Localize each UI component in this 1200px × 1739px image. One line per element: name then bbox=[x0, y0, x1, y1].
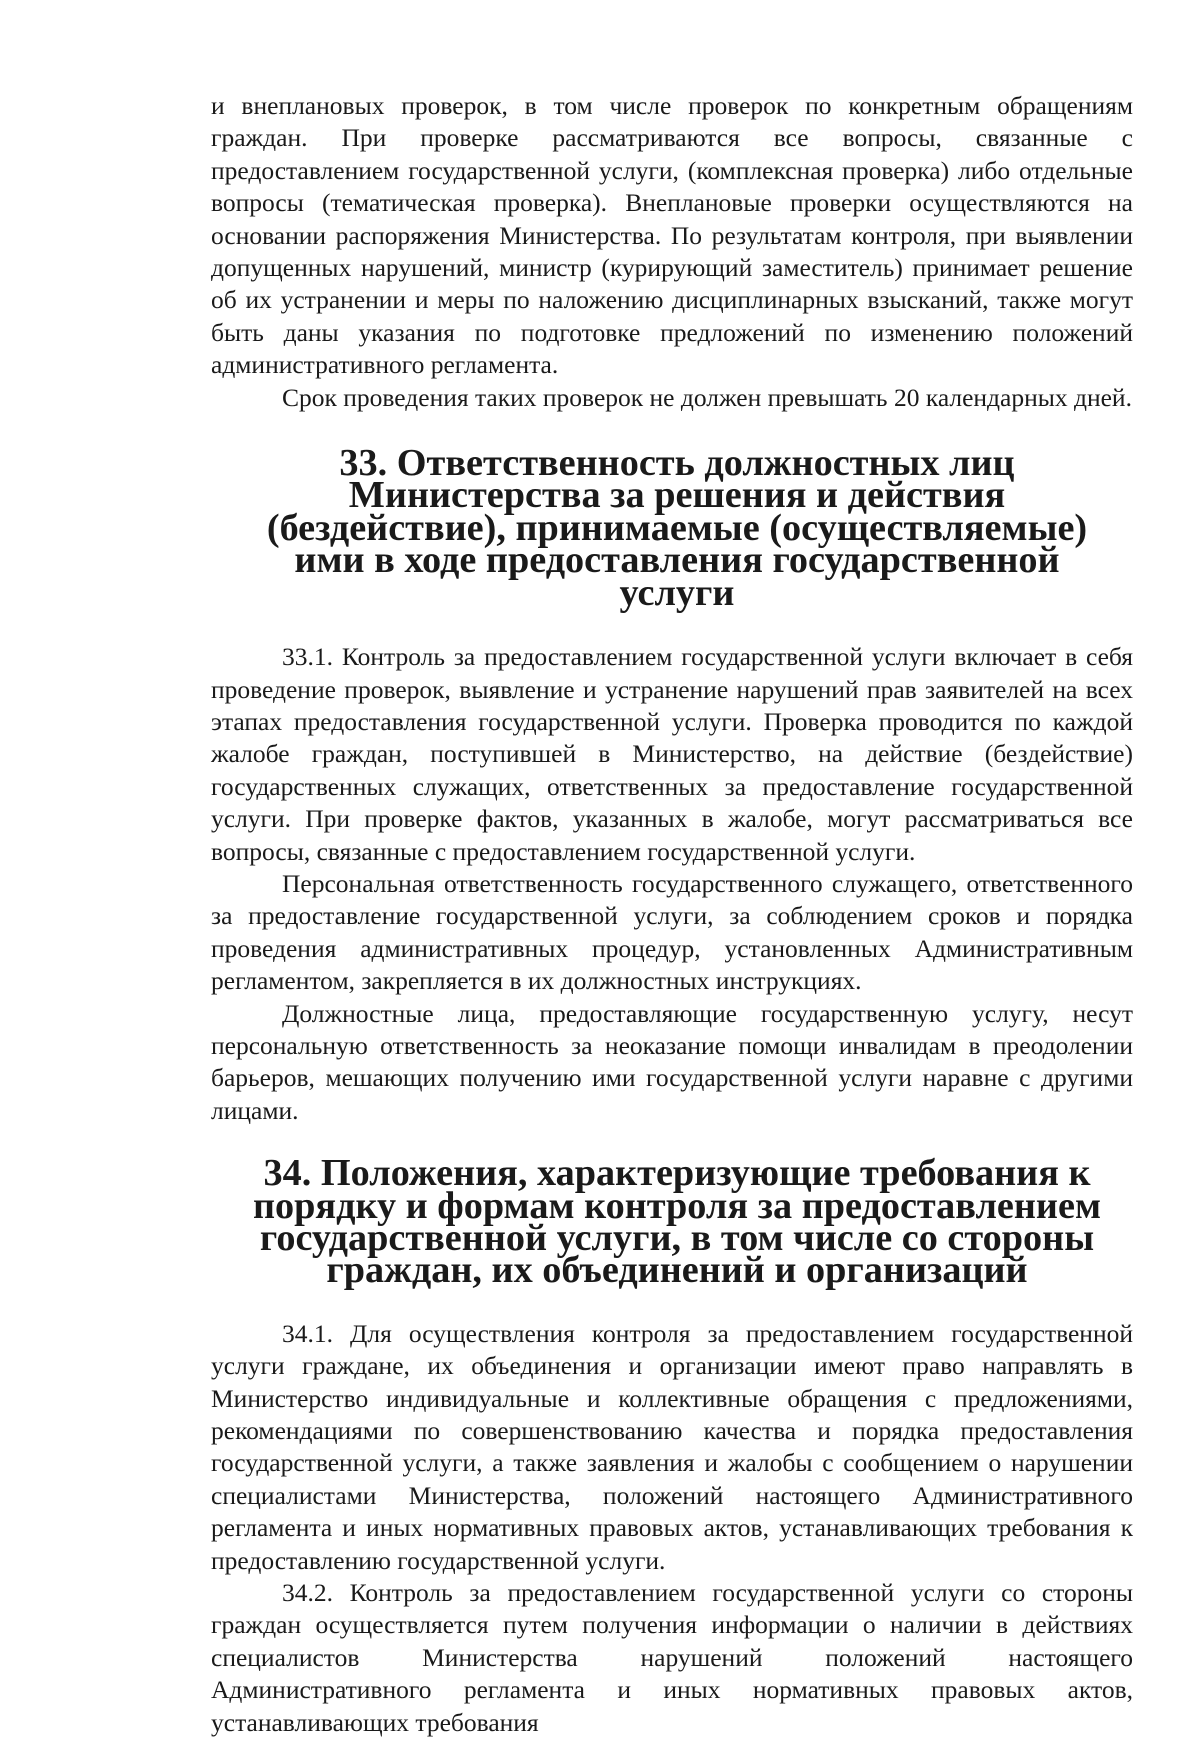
intro-paragraph: и внеплановых проверок, в том числе проверок по конкретным обращениям граждан. При проверке рассматриваются все вопросы, связанные с предоставлением государственной услуги, (комплексная проверка) либо отдельные вопросы (тематическая проверка). Внеплановые проверки осуществляются на основании распоряжения Министерства. По результатам контроля, при выявлении допущенных нарушений, министр (курирующий заместитель) принимает решение об их устранении и меры по наложению дисциплинарных взысканий, также могут быть даны указания по подготовке предложений по изменению положений административного регламента. bbox=[211, 91, 1133, 380]
spacer bbox=[211, 1287, 1133, 1318]
spacer bbox=[211, 609, 1133, 641]
section-34-paragraph-2: 34.2. Контроль за предоставлением государственной услуги со стороны граждан осуществляется путем получения информации о наличии в действиях специалистов Министерства нарушений положений настоящего Административного регламента и иных нормативных правовых актов, устанавливающих требования bbox=[211, 1578, 1133, 1737]
section-33-heading: 33. Ответственность должностных лиц Министерства за решения и действия (бездействие), принимаемые (осуществляемые) ими в ходе предоставления государственной услуги bbox=[266, 442, 1088, 614]
section-33-paragraph-2: Персональная ответственность государственного служащего, ответственного за предоставление государственной услуги, за соблюдением сроков и порядка проведения административных процедур, установленных Административным регламентом, закрепляется в их должностных инструкциях. bbox=[211, 868, 1133, 996]
section-33-paragraph-3: Должностные лица, предоставляющие государственную услугу, несут персональную ответственность за неоказание помощи инвалидам в преодолении барьеров, мешающих получению ими государственной услуги наравне с другими лицами. bbox=[211, 998, 1133, 1125]
intro-term-paragraph: Срок проведения таких проверок не должен превышать 20 календарных дней. bbox=[282, 382, 1132, 412]
section-33-paragraph-1: 33.1. Контроль за предоставлением государственной услуги включает в себя проведение проверок, выявление и устранение нарушений прав заявителей на всех этапах предоставления государственной услуги. Проверка проводится по каждой жалобе граждан, поступившей в Министерство, на действие (бездействие) государственных служащих, ответственных за предоставление государственной услуги. При проверке фактов, указанных в жалобе, могут рассматриваться все вопросы, связанные с предоставлением государственной услуги. bbox=[211, 642, 1133, 866]
section-34-paragraph-1: 34.1. Для осуществления контроля за предоставлением государственной услуги граждане, их объединения и организации имеют право направлять в Министерство индивидуальные и коллективные обращения с предложениями, рекомендациями по совершенствованию качества и порядка предоставления государственной услуги, а также заявления и жалобы с сообщением о нарушении специалистами Министерства, положений настоящего Административного регламента и иных нормативных правовых актов, устанавливающих требования к предоставлению государственной услуги. bbox=[211, 1318, 1133, 1575]
section-34-heading: 34. Положения, характеризующие требования к порядку и формам контроля за предоставлением государственной услуги, в том числе со стороны граждан, их объединений и организаций bbox=[252, 1152, 1102, 1292]
document-body bbox=[211, 90, 1133, 1739]
